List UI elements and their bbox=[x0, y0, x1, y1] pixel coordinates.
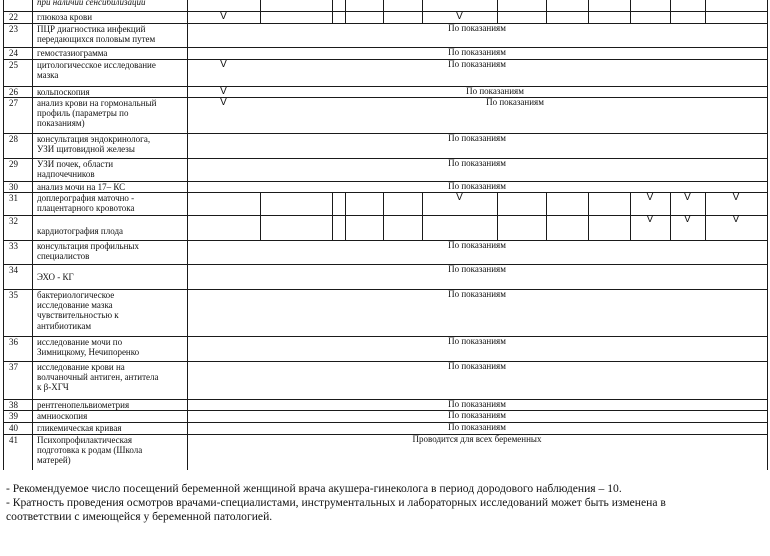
schedule-text: По показаниям bbox=[448, 133, 506, 143]
procedure-name: доплерография маточно - плацентарного кровотока bbox=[37, 193, 135, 214]
procedure-name: Психопрофилактическая подготовка к родам (Школа матерей) bbox=[37, 435, 143, 466]
footnote-frequency-line2: соответствии с имеющейся у беременной патологией. bbox=[6, 510, 273, 523]
row-number: 23 bbox=[9, 24, 18, 34]
row-number: 33 bbox=[9, 241, 18, 251]
schedule-text: По показаниям bbox=[448, 264, 506, 274]
row-number: 38 bbox=[9, 400, 18, 410]
row-number: 36 bbox=[9, 337, 18, 347]
schedule-text: По показаниям bbox=[448, 410, 506, 420]
procedure-name: УЗИ почек, области надпочечников bbox=[37, 159, 114, 180]
row-number: 32 bbox=[9, 216, 18, 226]
schedule-text: По показаниям bbox=[448, 361, 506, 371]
check-mark: V bbox=[456, 11, 463, 22]
procedure-name: ПЦР диагностика инфекций передающихся половым путем bbox=[37, 24, 156, 45]
procedure-name: цитологичесское исследование мазка bbox=[37, 60, 156, 81]
row-number: 30 bbox=[9, 182, 18, 192]
footnote-visits: - Рекомендуемое число посещений беременной женщиной врача акушера-гинеколога в период дородового наблюдения – 10. bbox=[6, 482, 622, 495]
schedule-text: Проводится для всех беременных bbox=[412, 434, 542, 444]
schedule-text: По показаниям bbox=[448, 240, 506, 250]
footnote-frequency-line1: - Кратность проведения осмотров врачами-специалистами, инструментальных и лабораторных исследований может быть изменена в bbox=[6, 496, 666, 509]
schedule-text: По показаниям bbox=[448, 47, 506, 57]
top-row-name: при наличии сенсибилизации bbox=[37, 0, 146, 7]
schedule-text: По показаниям bbox=[486, 97, 544, 107]
check-mark: V bbox=[456, 192, 463, 203]
row-number: 35 bbox=[9, 290, 18, 300]
footnotes bbox=[6, 482, 766, 524]
check-mark: V bbox=[220, 59, 227, 70]
row-number: 31 bbox=[9, 193, 18, 203]
procedure-name: анализ мочи на 17– КС bbox=[37, 182, 126, 192]
schedule-text: По показаниям bbox=[466, 86, 524, 96]
procedure-name: рентгенопельвиометрия bbox=[37, 400, 130, 410]
check-mark: V bbox=[220, 86, 227, 97]
check-mark: V bbox=[646, 192, 654, 203]
check-mark: V bbox=[684, 214, 691, 225]
check-mark: V bbox=[732, 214, 740, 225]
row-number: 26 bbox=[9, 87, 18, 97]
row-number: 37 bbox=[9, 362, 18, 372]
schedule-text: По показаниям bbox=[448, 289, 506, 299]
procedure-name: консультация профильных специалистов bbox=[37, 241, 139, 262]
row-number: 22 bbox=[9, 12, 18, 22]
schedule-text: По показаниям bbox=[448, 336, 506, 346]
check-mark: V bbox=[646, 214, 654, 225]
schedule-text: По показаниям bbox=[448, 422, 506, 432]
procedure-name: амниоскопия bbox=[37, 411, 88, 421]
check-mark: V bbox=[220, 11, 227, 22]
procedure-name: гемостазиограмма bbox=[37, 48, 108, 58]
procedure-name: ЭХО - КГ bbox=[37, 272, 74, 282]
schedule-text: По показаниям bbox=[448, 181, 506, 191]
procedure-name: анализ крови на гормональный профиль (параметры по показаниям) bbox=[37, 98, 157, 129]
procedure-name: исследование крови на волчаночный антиген, антитела к β-ХГЧ bbox=[37, 362, 159, 393]
row-number: 28 bbox=[9, 134, 18, 144]
check-mark: V bbox=[684, 192, 691, 203]
schedule-text: По показаниям bbox=[448, 399, 506, 409]
procedure-name: кардиотография плода bbox=[37, 226, 124, 236]
schedule-text: По показаниям bbox=[448, 158, 506, 168]
procedure-name: гликемическая кривая bbox=[37, 423, 122, 433]
row-number: 39 bbox=[9, 411, 18, 421]
procedure-name: исследование мочи по Зимницкому, Нечипоренко bbox=[37, 337, 140, 358]
row-number: 24 bbox=[9, 48, 18, 58]
schedule-text: По показаниям bbox=[448, 23, 506, 33]
check-mark: V bbox=[220, 97, 227, 108]
row-number: 41 bbox=[9, 435, 18, 445]
row-number: 34 bbox=[9, 265, 18, 275]
schedule-text: По показаниям bbox=[448, 59, 506, 69]
row-number: 25 bbox=[9, 60, 18, 70]
procedure-name: бактериологическое исследование мазка чувствительностью к антибиотикам bbox=[37, 290, 119, 331]
row-number: 40 bbox=[9, 423, 18, 433]
check-mark: V bbox=[732, 192, 740, 203]
row-number: 29 bbox=[9, 159, 18, 169]
procedure-name: консультация эндокринолога, УЗИ щитовидной железы bbox=[37, 134, 151, 155]
procedure-name: глюкоза крови bbox=[37, 12, 93, 22]
procedure-name: кольпоскопия bbox=[37, 87, 90, 97]
row-number: 27 bbox=[9, 98, 18, 108]
